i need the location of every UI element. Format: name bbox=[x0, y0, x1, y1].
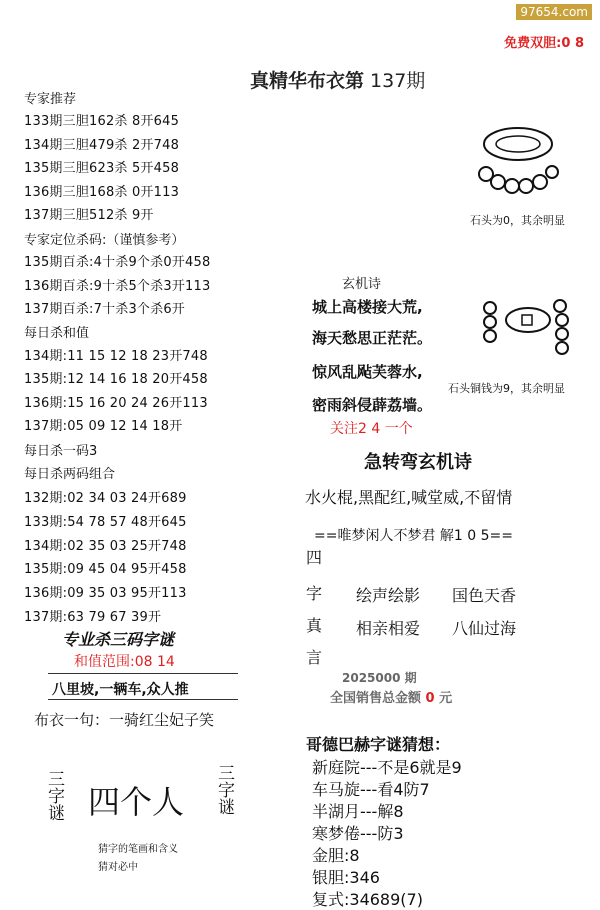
four-char-3: 真 bbox=[306, 616, 323, 635]
divider bbox=[48, 699, 238, 700]
poem-line: 海天愁思正茫茫。 bbox=[312, 329, 433, 347]
phrase: 绘声绘影 bbox=[356, 586, 421, 605]
sales-issue: 2025000 期 bbox=[342, 671, 417, 685]
poem-heading: 玄机诗 bbox=[342, 277, 382, 292]
phrase: 相亲相爱 bbox=[356, 619, 421, 638]
free-double-label: 免费双胆:0 8 bbox=[504, 36, 584, 51]
stone-caption: 石头为0，其余明显 bbox=[470, 214, 565, 227]
three-char-riddle-right: 三字谜 bbox=[214, 764, 234, 815]
brain-teaser-line: 水火棍,黑配红,喊堂威,不留情 bbox=[305, 488, 513, 507]
sales-unit: 元 bbox=[439, 691, 453, 706]
goldbach-line: 新庭院---不是6就是9 bbox=[312, 758, 462, 777]
pair-heading: 每日杀两码组合 bbox=[24, 467, 116, 482]
position-line: 137期百杀:7十杀3个杀6开 bbox=[24, 302, 186, 317]
pair-line: 134期:02 35 03 25开748 bbox=[24, 539, 187, 554]
pair-line: 135期:09 45 04 95开458 bbox=[24, 562, 187, 577]
sum-line: 134期:11 15 12 18 23开748 bbox=[24, 349, 208, 364]
silver-gall: 银胆:346 bbox=[312, 868, 380, 887]
expert-line: 137期三胆512杀 9开 bbox=[24, 208, 154, 223]
goldbach-line: 半湖月---解8 bbox=[312, 802, 404, 821]
four-people-riddle: 四个人 bbox=[88, 783, 185, 821]
poem-line: 城上高楼接大荒, bbox=[312, 298, 423, 316]
title-text: 真精华布衣第 bbox=[250, 70, 365, 92]
compound-set: 复式:34689(7) bbox=[312, 890, 423, 909]
four-char-1: 四 bbox=[306, 548, 323, 567]
golden-gall: 金胆:8 bbox=[312, 846, 360, 865]
phrase: 国色天香 bbox=[452, 586, 517, 605]
expert-line: 136期三胆168杀 0开113 bbox=[24, 185, 180, 200]
sales-label: 全国销售总金额 bbox=[330, 691, 422, 706]
pair-line: 136期:09 35 03 95开113 bbox=[24, 586, 187, 601]
goldbach-line: 寒梦倦---防3 bbox=[312, 824, 404, 843]
page-title bbox=[250, 66, 425, 93]
expert-line: 135期三胆623杀 5开458 bbox=[24, 161, 180, 176]
divider bbox=[48, 673, 238, 674]
three-char-riddle-left: 三字谜 bbox=[44, 770, 64, 821]
expert-line: 134期三胆479杀 2开748 bbox=[24, 138, 180, 153]
sales-amount: 0 bbox=[425, 691, 435, 706]
riddle-title: 专业杀三码字谜 bbox=[62, 630, 175, 649]
site-watermark: 97654.com bbox=[516, 4, 592, 20]
riddle-slogan: 八里坡,一辆车,众人推 bbox=[52, 682, 189, 698]
guess-hint: 猜字的笔画和含义 bbox=[98, 844, 178, 855]
brain-teaser-title: 急转弯玄机诗 bbox=[364, 452, 472, 473]
sum-line: 136期:15 16 20 24 26开113 bbox=[24, 396, 208, 411]
buyi-sentence: 布衣一句：一骑红尘妃子笑 bbox=[34, 711, 215, 729]
poem-line: 密雨斜侵薜荔墙。 bbox=[312, 396, 433, 414]
follow-hint: 关注2 4 一个 bbox=[330, 421, 413, 437]
coin-stone-image bbox=[480, 298, 576, 364]
issue-number: 137期 bbox=[370, 70, 426, 92]
coin-caption: 石头铜钱为9，其余明显 bbox=[448, 382, 565, 395]
four-char-4: 言 bbox=[306, 648, 323, 667]
poem-line: 惊风乱飐芙蓉水, bbox=[312, 363, 423, 381]
phrase: 八仙过海 bbox=[452, 619, 517, 638]
goldbach-heading: 哥德巴赫字谜猜想： bbox=[306, 735, 451, 754]
goldbach-line: 车马旋---看4防7 bbox=[312, 780, 430, 799]
sum-range: 和值范围:08 14 bbox=[74, 654, 175, 670]
expert-heading: 专家推荐 bbox=[24, 92, 77, 107]
dream-hint: ==唯梦闲人不梦君 解1 0 5== bbox=[314, 528, 513, 544]
pair-line: 132期:02 34 03 24开689 bbox=[24, 491, 187, 506]
sales-total bbox=[330, 687, 452, 706]
kill-one-code: 每日杀一码3 bbox=[24, 444, 98, 459]
position-line: 135期百杀:4十杀9个杀0开458 bbox=[24, 255, 211, 270]
position-heading: 专家定位杀码:（谨慎参考） bbox=[24, 233, 185, 248]
expert-line: 133期三胆162杀 8开645 bbox=[24, 114, 180, 129]
pair-line: 137期:63 79 67 39开 bbox=[24, 610, 162, 625]
sum-line: 137期:05 09 12 14 18开 bbox=[24, 419, 183, 434]
four-char-2: 字 bbox=[306, 584, 323, 603]
sum-line: 135期:12 14 16 18 20开458 bbox=[24, 372, 208, 387]
stone-bracelet-image bbox=[468, 120, 564, 202]
position-line: 136期百杀:9十杀5个杀3开113 bbox=[24, 279, 211, 294]
sum-heading: 每日杀和值 bbox=[24, 326, 90, 341]
pair-line: 133期:54 78 57 48开645 bbox=[24, 515, 187, 530]
guess-hint-2: 猜对必中 bbox=[98, 862, 138, 873]
